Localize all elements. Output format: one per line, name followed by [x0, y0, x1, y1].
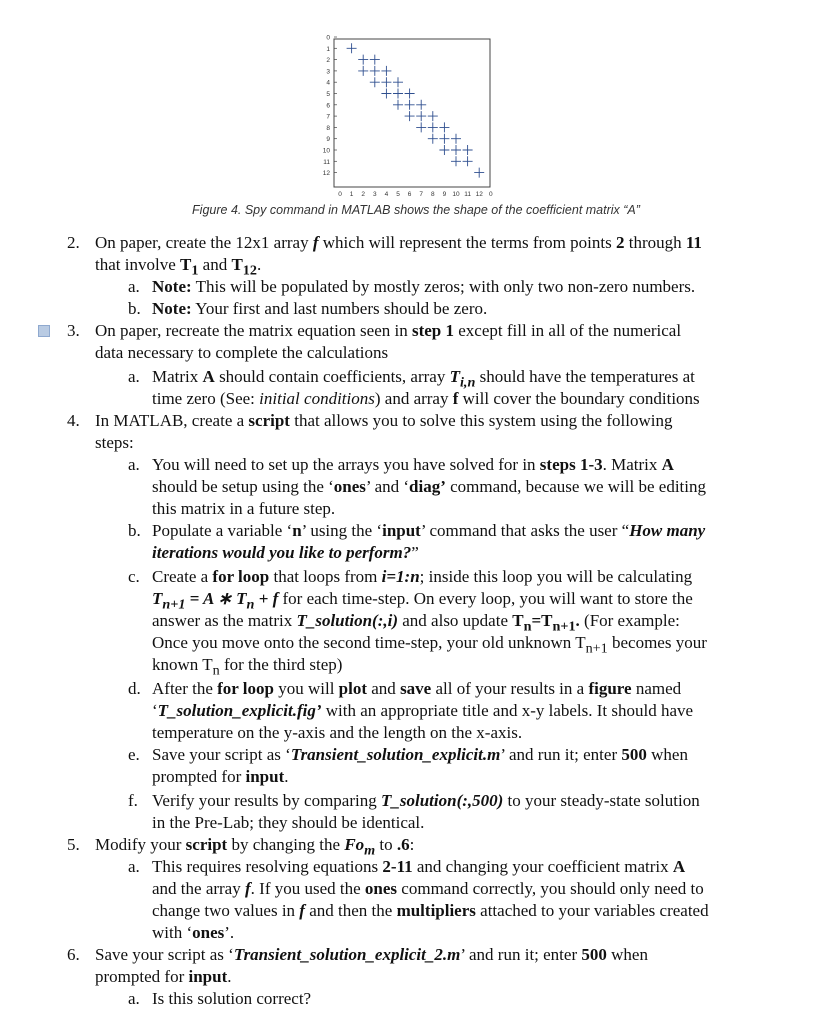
step-4f-line-1: Verify your results by comparing T_solution(:,500) to your steady-state solution — [152, 791, 700, 810]
step-4e-line-1: Save your script as ‘Transient_solution_explicit.m’ and run it; enter 500 when — [152, 745, 688, 764]
step-3-line-2: data necessary to complete the calculations — [95, 343, 389, 362]
step-2-line-1: On paper, create the 12x1 array f which will represent the terms from points 2 through 11 — [95, 233, 702, 252]
step-4c-line-5: known $T_n$ for the third step) — [152, 655, 343, 679]
step-5a-line-1: This requires resolving equations 2-11 and changing your coefficient matrix A — [152, 857, 686, 876]
step-5a-line-4: with ‘ones’. — [152, 923, 235, 942]
x-tick-label: 5 — [396, 191, 400, 198]
step-3a-line-2: time zero (See: initial conditions) and array f will cover the boundary conditions — [152, 389, 700, 408]
step-4-line-1: In MATLAB, create a script that allows you to solve this system using the following — [95, 411, 673, 430]
y-tick-label: 8 — [326, 124, 330, 132]
step-6-line-1: Save your script as ‘Transient_solution_explicit_2.m’ and run it; enter 500 when — [95, 945, 648, 964]
y-tick-label: 11 — [323, 158, 330, 166]
step-4-number: 4. — [67, 411, 80, 430]
step-4b-line-1: Populate a variable ‘n’ using the ‘input’ command that asks the user “How many — [152, 521, 706, 540]
y-tick-label: 3 — [326, 68, 330, 76]
step-4c-line-1: Create a for loop that loops from i=1:n; inside this loop you will be calculating — [152, 567, 693, 586]
y-tick-label: 2 — [326, 57, 330, 65]
y-tick-label: 6 — [326, 102, 330, 110]
y-tick-label: 4 — [326, 79, 330, 87]
step-5-number: 5. — [67, 835, 80, 854]
step-4b-line-2: iterations would you like to perform?” — [152, 543, 419, 562]
step-5a-line-3: change two values in f and then the multipliers attached to your variables created — [152, 901, 709, 920]
y-tick-label: 1 — [326, 45, 330, 53]
step-4d-line-3: temperature on the y-axis and the length on the x-axis. — [152, 723, 523, 742]
step-5-line-1: Modify your script by changing the $Fo_m$ to .6: — [95, 835, 415, 859]
step-3-line-1: On paper, recreate the matrix equation seen in step 1 except fill in all of the numerical — [95, 321, 682, 340]
list-selection-marker — [38, 325, 50, 337]
x-tick-label: 1 — [349, 191, 354, 198]
step-4-line-2: steps: — [95, 433, 134, 452]
x-tick-label: 8 — [430, 191, 435, 198]
y-tick-label: 12 — [322, 170, 330, 178]
step-4a-line-1: You will need to set up the arrays you have solved for in steps 1-3. Matrix A — [152, 455, 674, 474]
x-tick-label: 2 — [361, 191, 366, 198]
step-2-number: 2. — [67, 233, 80, 252]
y-tick-label: 10 — [322, 147, 330, 155]
x-tick-label: 10 — [452, 191, 460, 198]
x-tick-label: 11 — [464, 191, 471, 198]
y-tick-label: 5 — [326, 91, 330, 98]
x-tick-label: 12 — [475, 191, 483, 198]
step-3a-line-1: Matrix A should contain coefficients, array $T_{i,n}$ should have the temperatures at — [152, 367, 695, 391]
x-tick-label: 4 — [384, 191, 389, 198]
y-tick-label: 7 — [326, 113, 330, 121]
step-4e-line-2: prompted for input. — [152, 767, 289, 786]
step-2a-note: Note: This will be populated by mostly zeros; with only two non-zero numbers. — [152, 277, 696, 296]
figure-caption: Figure 4. Spy command in MATLAB shows the shape of the coefficient matrix “A” — [192, 203, 640, 217]
x-tick-label: 7 — [419, 191, 424, 198]
step-5a-line-2: and the array f. If you used the ones command correctly, you should only need to — [152, 879, 704, 898]
x-tick-label: 9 — [442, 191, 447, 198]
step-4c-line-3: answer as the matrix T_solution(:,i) and also update $T_n=T_{n+1}$. (For example: — [152, 611, 680, 635]
step-4c-line-2: $T_{n+1} = A$ ∗ $T_n + f$ for each time-step. On every loop, you will want to store the — [152, 589, 693, 613]
step-6a-line-1: Is this solution correct? — [152, 989, 312, 1008]
y-tick-label: 9 — [326, 136, 330, 144]
step-4a-line-2: should be setup using the ‘ones’ and ‘diag’ command, because we will be editing — [152, 477, 706, 496]
step-6-number: 6. — [67, 945, 80, 964]
y-tick-label: 0 — [326, 34, 330, 42]
x-tick-label: 3 — [372, 191, 377, 198]
x-tick-label: 0 — [338, 191, 342, 198]
x-tick-label: 6 — [407, 191, 412, 198]
step-2-line-2: that involve $T_1$ and $T_{12}$. — [95, 255, 262, 279]
step-4d-line-2: ‘T_solution_explicit.fig’ with an appropriate title and x-y labels. It should have — [152, 701, 694, 720]
x-tick-label: 0 — [488, 191, 493, 198]
step-2b-note: Note: Your first and last numbers should be zero. — [152, 299, 488, 318]
step-4a-line-3: this matrix in a future step. — [152, 499, 336, 518]
spy-plot-x-ticks — [338, 191, 493, 198]
step-4c-line-4: Once you move onto the second time-step, your old unknown $T_{n+1}$ becomes your — [152, 633, 707, 657]
spy-plot-axes-box — [334, 39, 490, 187]
step-3-number: 3. — [67, 321, 80, 340]
step-4d-line-1: After the for loop you will plot and save all of your results in a figure named — [152, 679, 682, 698]
step-6-line-2: prompted for input. — [95, 967, 232, 986]
spy-plot-figure — [0, 0, 832, 200]
step-4f-line-2: in the Pre-Lab; they should be identical. — [152, 813, 425, 832]
